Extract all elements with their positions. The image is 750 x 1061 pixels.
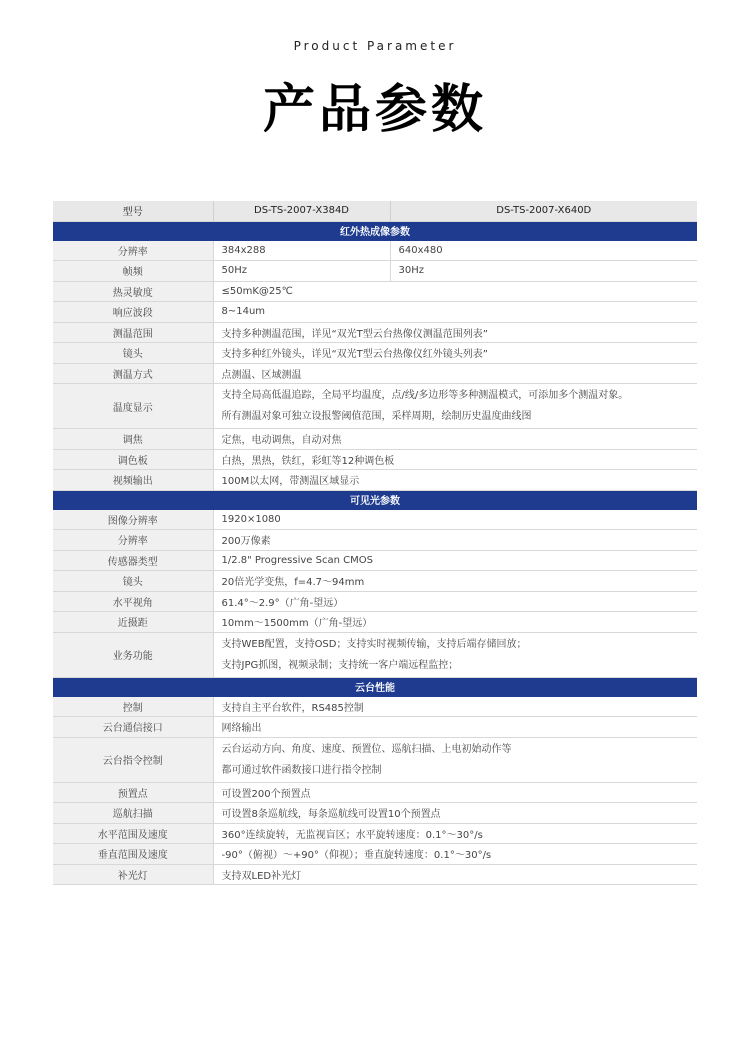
row-value: 支持多种红外镜头，详见“双光T型云台热像仪红外镜头列表” xyxy=(213,343,697,364)
row-label: 云台通信接口 xyxy=(53,717,213,738)
row-value: 200万像素 xyxy=(213,530,697,551)
row-label: 测温方式 xyxy=(53,363,213,384)
section-title: 可见光参数 xyxy=(53,490,697,509)
row-value xyxy=(213,384,697,429)
table-row xyxy=(53,240,697,261)
row-label: 调色板 xyxy=(53,449,213,470)
row-label: 业务功能 xyxy=(53,632,213,677)
row-label: 测温范围 xyxy=(53,322,213,343)
row-label: 帧频 xyxy=(53,261,213,282)
row-label: 分辨率 xyxy=(53,240,213,261)
table-row xyxy=(53,470,697,491)
row-value-line: 都可通过软件函数接口进行指令控制 xyxy=(221,764,382,776)
row-value: 白热，黑热，铁红，彩虹等12种调色板 xyxy=(213,449,697,470)
table-row xyxy=(53,281,697,302)
row-value: 可设置200个预置点 xyxy=(213,782,697,803)
row-label: 补光灯 xyxy=(53,864,213,885)
parameter-table xyxy=(53,201,697,885)
table-row xyxy=(53,782,697,803)
section-header-thermal xyxy=(53,221,697,240)
row-value: 支持自主平台软件，RS485控制 xyxy=(213,696,697,717)
row-value: 360°连续旋转，无监视盲区；水平旋转速度：0.1°～30°/s xyxy=(213,823,697,844)
row-label: 近摄距 xyxy=(53,612,213,633)
row-value-line: 支持WEB配置，支持OSD；支持实时视频传输，支持后端存储回放； xyxy=(221,638,527,650)
row-value-line: 所有测温对象可独立设报警阈值范围，采样周期，绘制历史温度曲线图 xyxy=(221,411,532,422)
table-row xyxy=(53,864,697,885)
header-model-1: DS-TS-2007-X384D xyxy=(213,201,390,221)
section-header-visible xyxy=(53,490,697,509)
row-label: 镜头 xyxy=(53,343,213,364)
table-row xyxy=(53,612,697,633)
row-value: ≤50mK@25℃ xyxy=(213,281,697,302)
row-label: 传感器类型 xyxy=(53,550,213,571)
row-value-model-1: 50Hz xyxy=(213,261,390,282)
row-label: 控制 xyxy=(53,696,213,717)
row-value-model-2: 640x480 xyxy=(390,240,697,261)
table-row xyxy=(53,530,697,551)
table-row xyxy=(53,844,697,865)
row-value-line: 支持JPG抓图，视频录制；支持统一客户端远程监控； xyxy=(221,659,459,671)
row-value: 10mm～1500mm（广角-望远） xyxy=(213,612,697,633)
row-value-line: 云台运动方向、角度、速度、预置位、巡航扫描、上电初始动作等 xyxy=(221,743,512,755)
row-label: 图像分辨率 xyxy=(53,509,213,530)
row-value: 1920×1080 xyxy=(213,509,697,530)
row-label: 响应波段 xyxy=(53,302,213,323)
row-value: 点测温、区域测温 xyxy=(213,363,697,384)
row-value xyxy=(213,632,697,677)
table-row xyxy=(53,363,697,384)
row-value: 20倍光学变焦，f=4.7～94mm xyxy=(213,571,697,592)
header-label: 型号 xyxy=(53,201,213,221)
row-label: 温度显示 xyxy=(53,384,213,429)
table-row xyxy=(53,429,697,450)
row-label: 热灵敏度 xyxy=(53,281,213,302)
row-value: 8~14um xyxy=(213,302,697,323)
table-row xyxy=(53,717,697,738)
page-subtitle: Product Parameter xyxy=(293,39,457,53)
table-row xyxy=(53,632,697,677)
section-title: 云台性能 xyxy=(53,677,697,696)
row-value: 100M以太网，带测温区域显示 xyxy=(213,470,697,491)
table-row xyxy=(53,449,697,470)
row-label: 巡航扫描 xyxy=(53,803,213,824)
row-value: -90°（俯视）～+90°（仰视）；垂直旋转速度：0.1°～30°/s xyxy=(213,844,697,865)
table-row xyxy=(53,384,697,429)
row-value: 定焦，电动调焦，自动对焦 xyxy=(213,429,697,450)
row-label: 分辨率 xyxy=(53,530,213,551)
section-header-ptz xyxy=(53,677,697,696)
page-title: 产品参数 xyxy=(262,80,487,140)
row-value-line: 支持全局高低温追踪，全局平均温度，点/线/多边形等多种测温模式，可添加多个测温对象。 xyxy=(221,390,629,401)
row-value-model-2: 30Hz xyxy=(390,261,697,282)
row-label: 视频输出 xyxy=(53,470,213,491)
row-value: 网络输出 xyxy=(213,717,697,738)
row-value: 61.4°～2.9°（广角-望远） xyxy=(213,591,697,612)
row-value xyxy=(213,737,697,782)
table-row xyxy=(53,509,697,530)
table-row xyxy=(53,823,697,844)
row-label: 镜头 xyxy=(53,571,213,592)
table-row xyxy=(53,302,697,323)
header-model-2: DS-TS-2007-X640D xyxy=(390,201,697,221)
table-row xyxy=(53,550,697,571)
row-value: 1/2.8" Progressive Scan CMOS xyxy=(213,550,697,571)
row-value: 支持双LED补光灯 xyxy=(213,864,697,885)
table-row xyxy=(53,737,697,782)
row-label: 水平范围及速度 xyxy=(53,823,213,844)
row-label: 调焦 xyxy=(53,429,213,450)
table-header-row xyxy=(53,201,697,221)
table-row xyxy=(53,803,697,824)
table-row xyxy=(53,571,697,592)
row-label: 水平视角 xyxy=(53,591,213,612)
table-row xyxy=(53,591,697,612)
row-value: 支持多种测温范围，详见“双光T型云台热像仪测温范围列表” xyxy=(213,322,697,343)
table-row xyxy=(53,696,697,717)
row-label: 垂直范围及速度 xyxy=(53,844,213,865)
row-label: 云台指令控制 xyxy=(53,737,213,782)
table-row xyxy=(53,343,697,364)
table-row xyxy=(53,261,697,282)
section-title: 红外热成像参数 xyxy=(53,221,697,240)
row-value: 可设置8条巡航线，每条巡航线可设置10个预置点 xyxy=(213,803,697,824)
row-value-model-1: 384x288 xyxy=(213,240,390,261)
table-row xyxy=(53,322,697,343)
row-label: 预置点 xyxy=(53,782,213,803)
